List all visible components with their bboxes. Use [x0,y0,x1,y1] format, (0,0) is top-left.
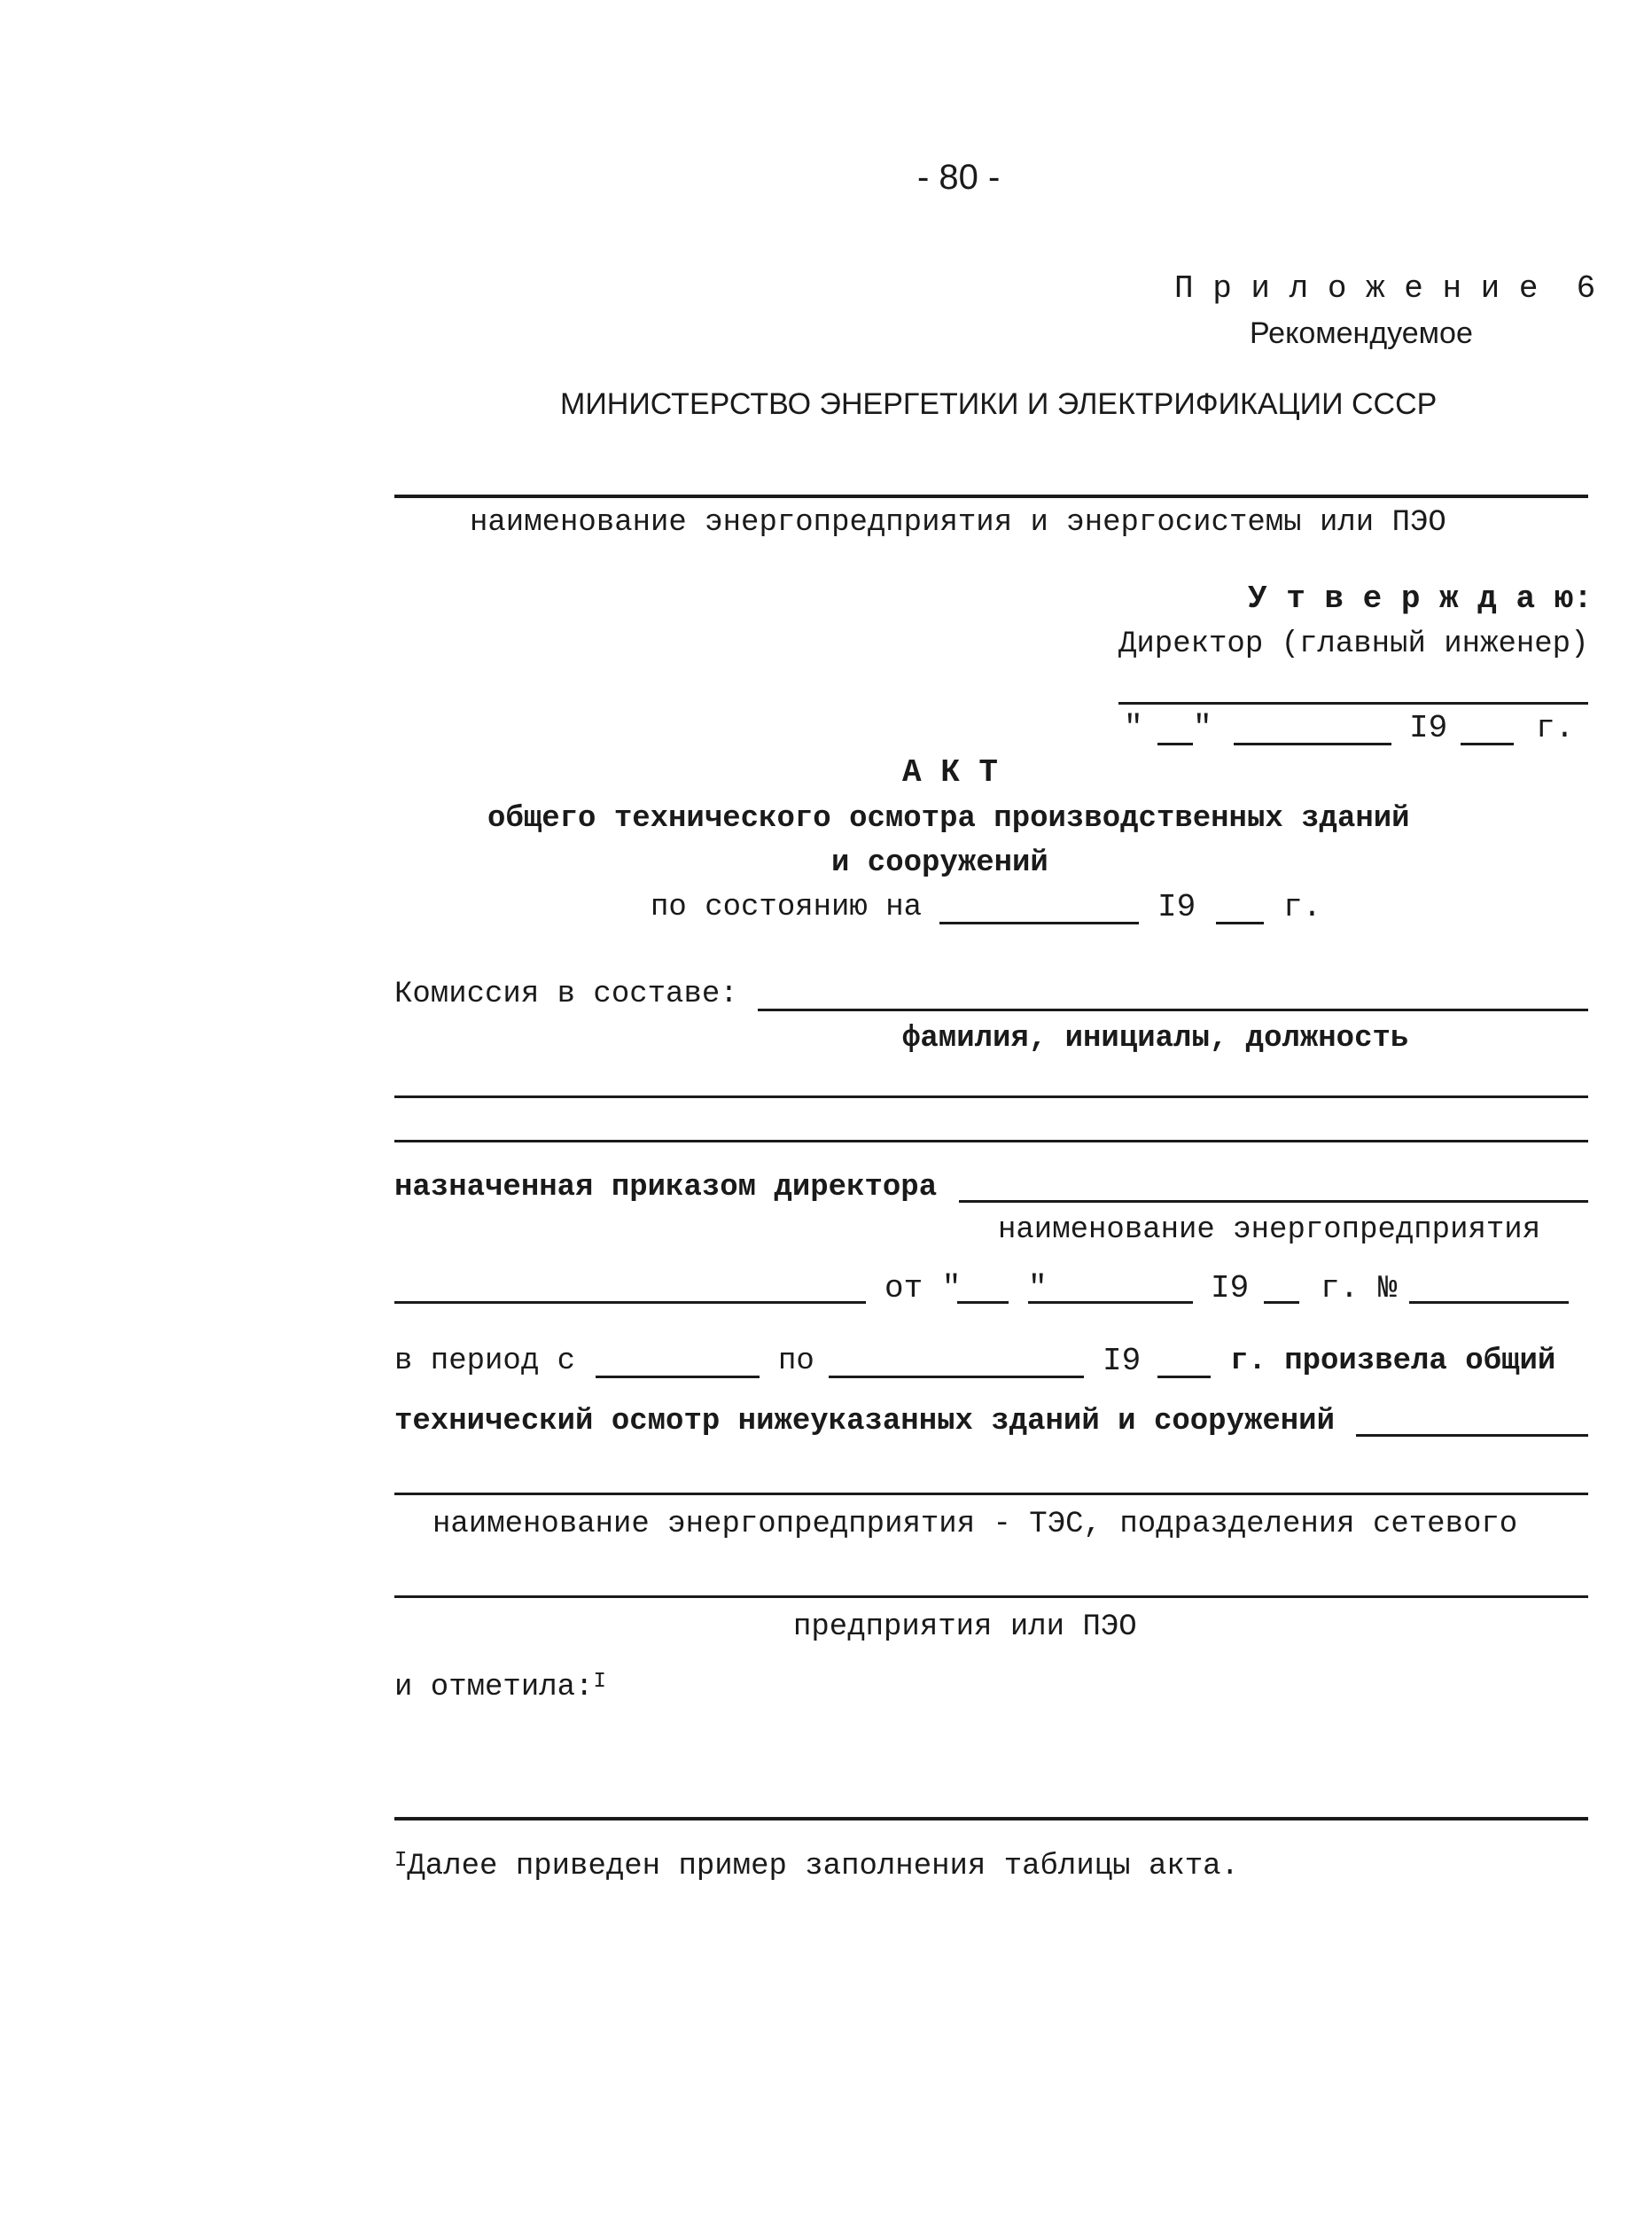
footnote [394,1847,1239,1886]
approval-date-quote-open: " [1124,710,1143,746]
period-label: в период с [394,1345,576,1378]
act-subtitle-line1: общего технического осмотра производственных зданий [487,802,1410,836]
order-month-blank [1028,1301,1193,1304]
appendix-status: Рекомендуемое [1250,316,1473,350]
enterprise-line [394,495,1588,498]
order-from-label: от " [884,1270,962,1306]
approval-position: Директор (главный инженер) [1118,628,1589,661]
period-to-blank [829,1376,1084,1378]
approval-year-prefix: I9 [1409,710,1448,746]
approval-day-blank [1157,743,1193,745]
noted-line [394,1817,1588,1820]
noted-label [394,1668,606,1707]
period-from-blank [596,1376,760,1378]
subdivision-line [394,1493,1588,1495]
commission-label: Комиссия в составе: [394,978,738,1011]
as-of-year: I9 [1157,889,1196,925]
approval-title: У т в е р ж д а ю: [1248,581,1593,617]
order-year-blank [1264,1301,1299,1304]
appendix-title: П р и л о ж е н и е 6 [1174,270,1596,307]
appointed-label: назначенная приказом директора [394,1171,938,1205]
ministry-heading: МИНИСТЕРСТВО ЭНЕРГЕТИКИ И ЭЛЕКТРИФИКАЦИИ СССР [560,387,1438,421]
commission-caption: фамилия, инициалы, должность [902,1022,1409,1056]
approval-year-suffix: г. [1536,710,1575,746]
inspection-line: технический осмотр нижеуказанных зданий и сооружений [394,1405,1335,1438]
approval-month-blank [1234,743,1391,745]
order-number-label: г. № [1321,1270,1398,1306]
commission-line-3 [394,1140,1588,1142]
footnote-mark: I [394,1849,408,1873]
commission-blank [758,1009,1588,1011]
noted-text: и отметила: [394,1671,594,1704]
subdivision-caption-line1: наименование энергопредприятия - ТЭС, подразделения сетевого [432,1508,1518,1541]
act-title: А К Т [902,754,999,791]
as-of-prefix: по состоянию на [651,891,923,924]
footnote-text: Далее приведен пример заполнения таблицы акта. [407,1850,1239,1883]
page-number: - 80 - [917,158,1001,197]
order-number-blank [1409,1301,1569,1304]
as-of-date-blank [939,922,1139,924]
enterprise-caption: наименование энергопредприятия и энергосистемы или ПЭО [470,506,1446,540]
commission-line-2 [394,1095,1588,1098]
noted-footnote-mark: I [593,1670,606,1694]
act-subtitle-line2: и сооружений [831,846,1048,880]
period-year-blank [1157,1376,1211,1378]
approval-year-blank [1461,743,1514,745]
appointed-blank [959,1200,1588,1203]
period-to: по [778,1345,814,1378]
order-from-quote: " [1028,1270,1048,1306]
subdivision-caption-line2: предприятия или ПЭО [793,1610,1137,1644]
as-of-suffix: г. [1283,889,1322,925]
order-day-blank [957,1301,1009,1304]
order-year: I9 [1211,1270,1250,1306]
subdivision-line-2 [394,1595,1588,1598]
approval-date-quote-close: " [1193,710,1212,746]
approval-signature-line [1118,702,1588,705]
inspection-blank [1356,1434,1588,1437]
period-result: г. произвела общий [1230,1345,1556,1378]
period-year: I9 [1103,1343,1142,1379]
appointed-caption: наименование энергопредприятия [998,1213,1541,1247]
order-blank [394,1301,866,1304]
as-of-year-blank [1216,922,1264,924]
